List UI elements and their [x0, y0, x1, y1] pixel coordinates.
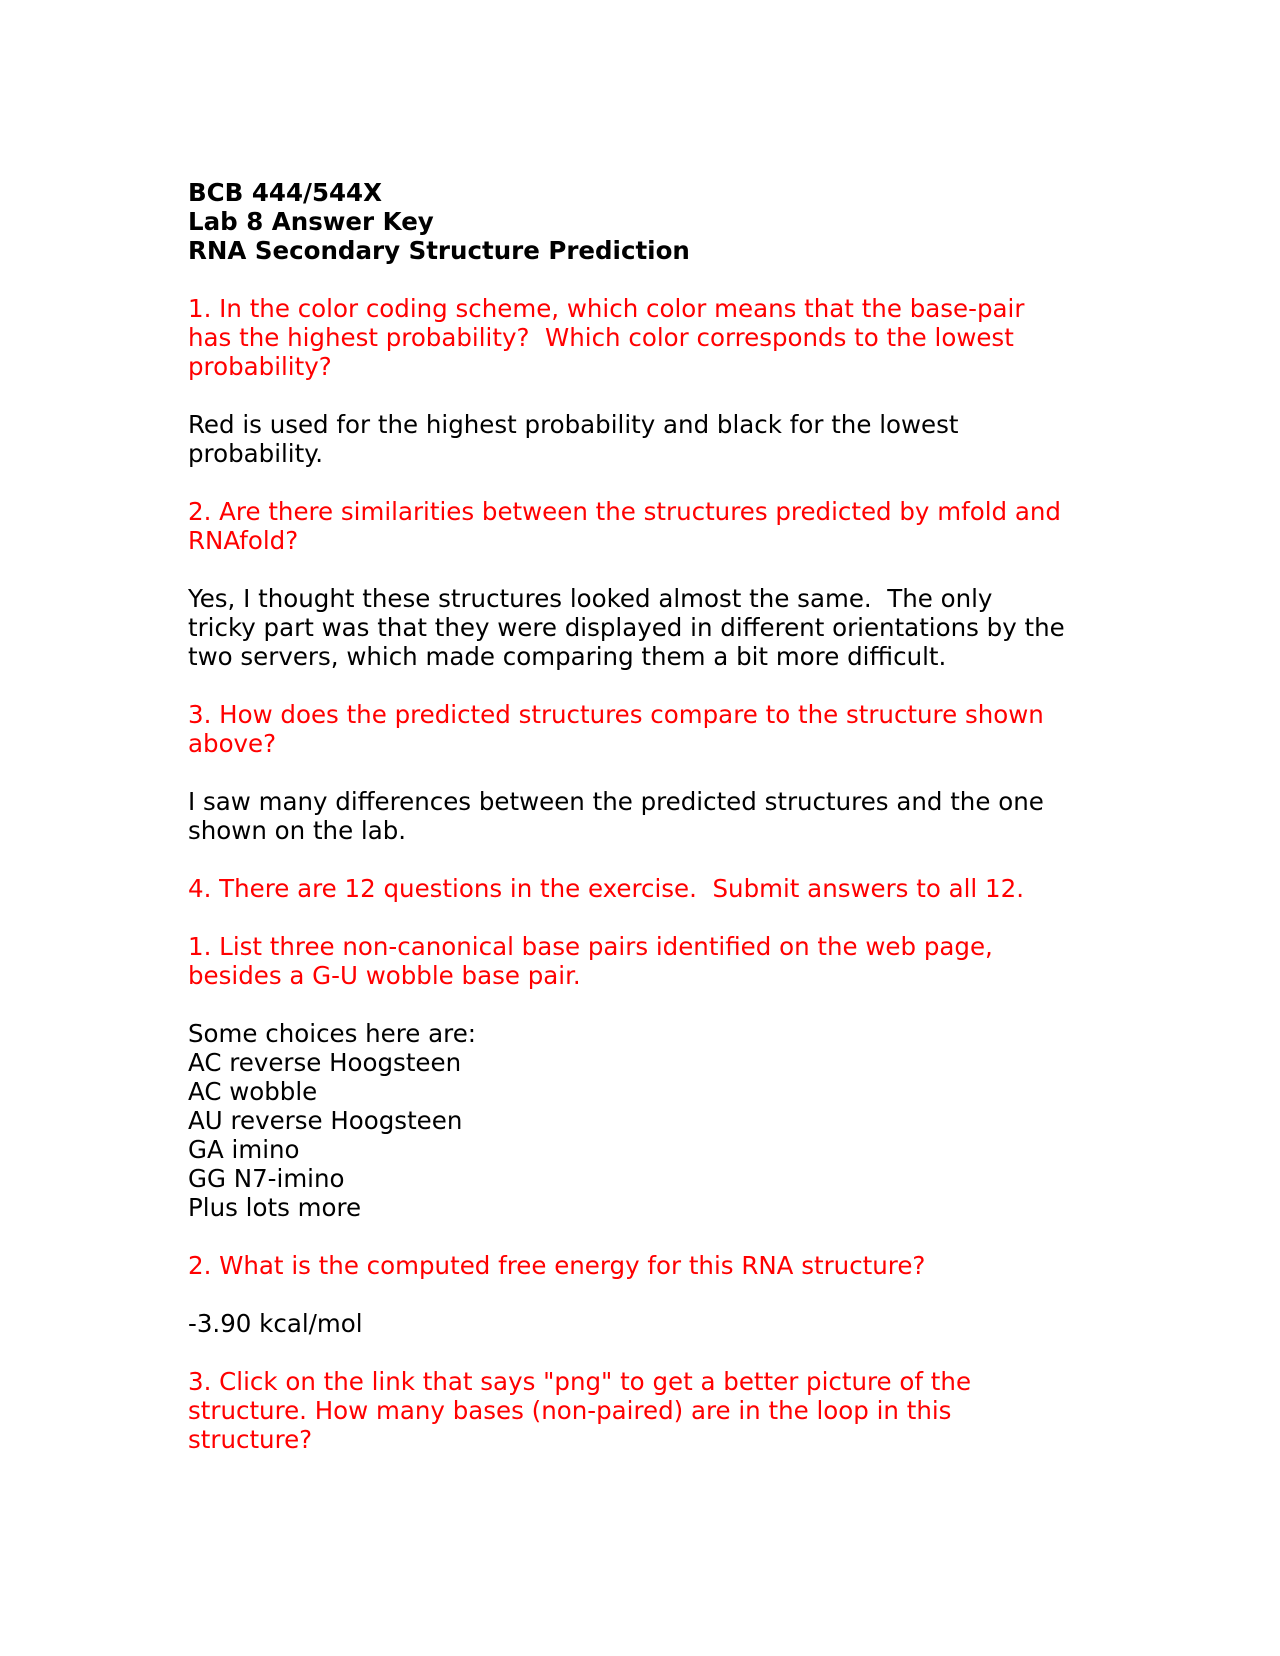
lab-title: Lab 8 Answer Key	[188, 207, 434, 236]
answer-block	[188, 1019, 1108, 1222]
answer-line: Plus lots more	[188, 1193, 362, 1222]
spacer	[188, 1338, 1108, 1367]
question-line: 3. How does the predicted structures compare to the structure shown	[188, 700, 1044, 729]
spacer	[188, 758, 1108, 787]
answer-line: AC wobble	[188, 1077, 318, 1106]
answer-line: Yes, I thought these structures looked almost the same. The only	[188, 584, 993, 613]
spacer	[188, 845, 1108, 874]
topic-title: RNA Secondary Structure Prediction	[188, 236, 690, 265]
document-body	[188, 294, 1108, 1454]
question-block	[188, 294, 1108, 381]
question-line: structure. How many bases (non-paired) are in the loop in this	[188, 1396, 952, 1425]
spacer	[188, 1280, 1108, 1309]
question-line: RNAfold?	[188, 526, 299, 555]
question-block	[188, 932, 1108, 990]
answer-block	[188, 787, 1108, 845]
answer-line: AC reverse Hoogsteen	[188, 1048, 462, 1077]
question-line: 2. Are there similarities between the structures predicted by mfold and	[188, 497, 1061, 526]
spacer	[188, 468, 1108, 497]
document-page	[188, 178, 1108, 1454]
answer-line: AU reverse Hoogsteen	[188, 1106, 463, 1135]
question-block	[188, 497, 1108, 555]
answer-line: I saw many differences between the predicted structures and the one	[188, 787, 1044, 816]
course-title: BCB 444/544X	[188, 178, 382, 207]
spacer	[188, 990, 1108, 1019]
answer-block	[188, 410, 1108, 468]
question-line: structure?	[188, 1425, 313, 1454]
question-block	[188, 1251, 1108, 1280]
question-block	[188, 700, 1108, 758]
question-line: 2. What is the computed free energy for this RNA structure?	[188, 1251, 926, 1280]
spacer	[188, 1222, 1108, 1251]
question-line: 3. Click on the link that says "png" to get a better picture of the	[188, 1367, 972, 1396]
answer-line: probability.	[188, 439, 324, 468]
answer-line: Red is used for the highest probability and black for the lowest	[188, 410, 959, 439]
question-block	[188, 874, 1108, 903]
spacer	[188, 903, 1108, 932]
answer-line: two servers, which made comparing them a bit more difficult.	[188, 642, 947, 671]
spacer	[188, 381, 1108, 410]
question-line: besides a G-U wobble base pair.	[188, 961, 581, 990]
spacer	[188, 671, 1108, 700]
answer-line: tricky part was that they were displayed in different orientations by the	[188, 613, 1065, 642]
spacer	[188, 265, 1108, 294]
question-line: has the highest probability? Which color corresponds to the lowest	[188, 323, 1014, 352]
question-line: 4. There are 12 questions in the exercise. Submit answers to all 12.	[188, 874, 1024, 903]
answer-line: GA imino	[188, 1135, 300, 1164]
answer-block	[188, 1309, 1108, 1338]
document-header	[188, 178, 1108, 265]
question-line: 1. In the color coding scheme, which color means that the base-pair	[188, 294, 1025, 323]
answer-line: Some choices here are:	[188, 1019, 477, 1048]
question-line: above?	[188, 729, 277, 758]
question-block	[188, 1367, 1108, 1454]
question-line: 1. List three non-canonical base pairs identified on the web page,	[188, 932, 993, 961]
answer-line: shown on the lab.	[188, 816, 407, 845]
answer-block	[188, 584, 1108, 671]
answer-line: GG N7-imino	[188, 1164, 345, 1193]
answer-line: -3.90 kcal/mol	[188, 1309, 363, 1338]
question-line: probability?	[188, 352, 332, 381]
spacer	[188, 555, 1108, 584]
